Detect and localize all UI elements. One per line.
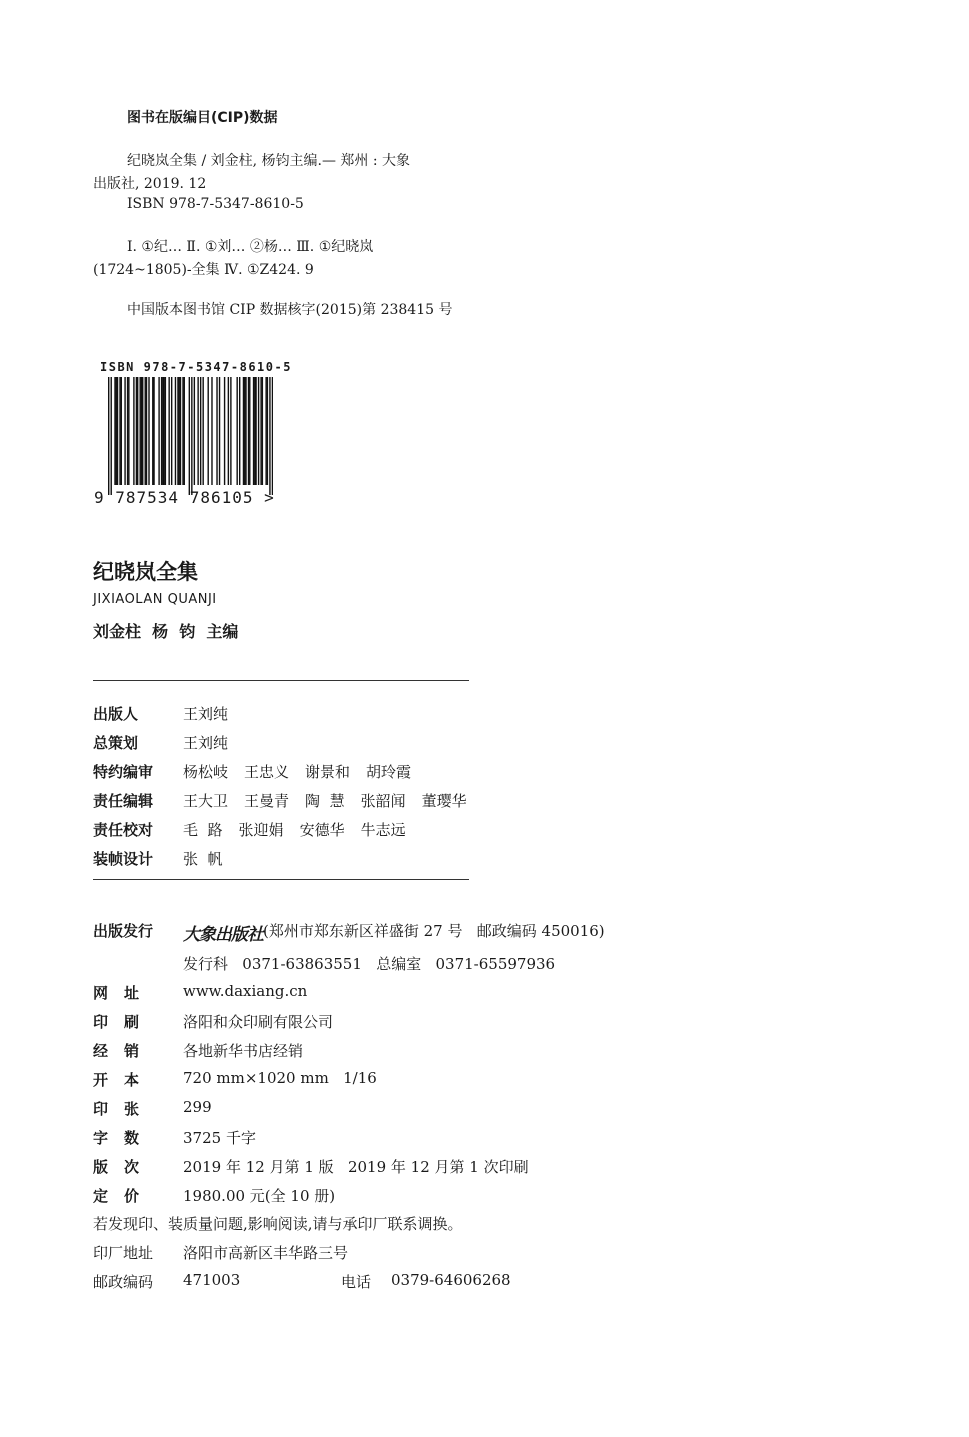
barcode-bar: [189, 377, 190, 495]
postcode-row: [93, 1271, 511, 1292]
barcode-bar: [146, 377, 147, 485]
barcode-bar: [239, 377, 240, 485]
publication-row-label: 开 本: [93, 1071, 139, 1089]
cip-line-6: 中国版本图书馆 CIP 数据核字(2015)第 238415 号: [127, 302, 453, 318]
barcode-bar: [200, 377, 201, 485]
barcode-bar: [137, 377, 138, 485]
barcode-digits: 9 787534 786105 >: [94, 488, 275, 507]
staff-names: [183, 819, 422, 840]
barcode-bar: [194, 377, 195, 485]
barcode-bar: [245, 377, 246, 485]
publication-row-value: 各地新华书店经销: [183, 1042, 304, 1060]
barcode-bar: [258, 377, 259, 485]
staff-name: 王曼青: [244, 792, 290, 810]
barcode-bar: [153, 377, 154, 485]
publisher-label: 出版发行: [93, 922, 154, 940]
barcode-bar: [249, 377, 250, 485]
barcode-isbn-text: ISBN 978-7-5347-8610-5: [100, 360, 292, 374]
cip-heading: 图书在版编目(CIP)数据: [127, 110, 278, 126]
staff-row: [93, 761, 427, 782]
staff-role-label: 装帧设计: [93, 850, 154, 868]
publication-row-value: 299: [183, 1098, 212, 1116]
publication-row: [93, 1156, 529, 1177]
barcode-bar: [244, 377, 245, 485]
barcode-bar: [121, 377, 122, 485]
publication-row-value: 洛阳和众印刷有限公司: [183, 1013, 334, 1031]
barcode-bar: [230, 377, 231, 485]
barcode-bar: [161, 377, 162, 485]
barcode-bar: [141, 377, 142, 485]
staff-name: 牛志远: [360, 821, 406, 839]
publication-row-value: 1980.00 元(全 10 册): [183, 1187, 336, 1205]
publication-row-label: 印 刷: [93, 1013, 139, 1031]
barcode-bar: [248, 377, 249, 485]
staff-role-label: 特约编审: [93, 763, 154, 781]
barcode-bar: [265, 377, 266, 485]
publication-row-value: www.daxiang.cn: [183, 982, 308, 1000]
staff-name: 谢景和: [305, 763, 351, 781]
barcode-bar: [127, 377, 128, 485]
staff-name: 张韶闻: [360, 792, 406, 810]
staff-names: [183, 848, 239, 869]
publisher-phones: 发行科 0371-63863551 总编室 0371-65597936: [183, 955, 556, 973]
barcode-bar: [253, 377, 254, 485]
publication-row-value: 3725 千字: [183, 1129, 256, 1147]
barcode-bar: [133, 377, 134, 485]
staff-row: [93, 848, 239, 869]
barcode-bar: [175, 377, 176, 485]
staff-role-label: 责任校对: [93, 821, 154, 839]
phone-label: 电话: [341, 1273, 372, 1291]
factory-address-value: 洛阳市高新区丰华路三号: [183, 1244, 349, 1262]
barcode-bar: [116, 377, 117, 485]
barcode-bar: [165, 377, 166, 485]
barcode-bar: [191, 377, 192, 495]
divider-bottom: [93, 879, 469, 880]
divider-top: [93, 680, 469, 681]
phone-value: 0379-64606268: [391, 1271, 511, 1289]
barcode-bar: [111, 377, 112, 495]
staff-name: 陶 慧: [305, 792, 345, 810]
publication-row-label: 定 价: [93, 1187, 139, 1205]
barcode-bar: [180, 377, 181, 485]
publication-row-label: 网 址: [93, 984, 139, 1002]
barcode-bar: [179, 377, 180, 485]
publication-row-label: 印 张: [93, 1100, 139, 1118]
staff-name: 张 帆: [183, 850, 223, 868]
publisher-row: [93, 920, 605, 945]
barcode-bar: [158, 377, 159, 485]
barcode-bar: [136, 377, 137, 485]
book-editors: 刘金柱 杨 钧 主编: [93, 622, 239, 641]
barcode-bar: [184, 377, 185, 485]
staff-name: 杨松岐: [183, 763, 229, 781]
barcode-bar: [108, 377, 109, 495]
postcode-label: 邮政编码: [93, 1273, 154, 1291]
barcode-bar: [139, 377, 140, 485]
barcode-bar: [162, 377, 163, 485]
barcode-bar: [171, 377, 172, 485]
barcode-bar: [208, 377, 209, 485]
staff-name: 王刘纯: [183, 705, 229, 723]
staff-row: [93, 732, 244, 753]
publication-row-value: 2019 年 12 月第 1 版 2019 年 12 月第 1 次印刷: [183, 1158, 529, 1176]
cip-line-1: 纪晓岚全集 / 刘金柱, 杨钧主编.— 郑州 : 大象: [127, 153, 411, 169]
publication-row: [93, 1185, 335, 1206]
publication-row: [93, 982, 307, 1003]
staff-names: [183, 790, 483, 811]
cip-line-3: ISBN 978-7-5347-8610-5: [127, 196, 304, 212]
publication-row: [93, 1040, 303, 1061]
barcode-bar: [260, 377, 261, 485]
book-title: 纪晓岚全集: [93, 560, 198, 584]
publisher-logo: 大象出版社: [183, 925, 263, 945]
barcode-bar: [254, 377, 255, 485]
barcode-bar: [269, 377, 270, 495]
staff-name: 张迎娟: [238, 821, 284, 839]
staff-role-label: 出版人: [93, 705, 139, 723]
staff-row: [93, 819, 422, 840]
book-pinyin: JIXIAOLAN QUANJI: [93, 592, 217, 607]
quality-notice: 若发现印、装质量问题,影响阅读,请与承印厂联系调换。: [93, 1215, 463, 1233]
barcode-bar: [114, 377, 115, 485]
publication-row: [93, 1069, 377, 1090]
barcode-bar: [219, 377, 220, 485]
postcode-value: 471003: [183, 1271, 241, 1289]
barcode-bar: [168, 377, 169, 485]
barcode-bar: [243, 377, 244, 485]
barcode-bar: [236, 377, 237, 485]
cip-line-5: (1724~1805)-全集 Ⅳ. ①Z424. 9: [93, 262, 314, 278]
staff-name: 王大卫: [183, 792, 229, 810]
barcode-bar: [145, 377, 146, 485]
staff-names: [183, 732, 244, 753]
staff-name: 董璎华: [421, 792, 467, 810]
barcode-bar: [228, 377, 229, 485]
barcode-bar: [255, 377, 256, 485]
barcode-bar: [142, 377, 143, 485]
barcode-bar: [267, 377, 268, 485]
staff-row: [93, 790, 483, 811]
factory-address-row: [93, 1242, 348, 1263]
staff-role-label: 总策划: [93, 734, 139, 752]
cip-line-2: 出版社, 2019. 12: [93, 176, 207, 192]
barcode-bar: [177, 377, 178, 485]
barcode-bar: [124, 377, 125, 485]
barcode-bar: [152, 377, 153, 485]
cip-line-4: Ⅰ. ①纪… Ⅱ. ①刘… ②杨… Ⅲ. ①纪晓岚: [127, 239, 374, 255]
factory-address-label: 印厂地址: [93, 1244, 154, 1262]
barcode-bar: [197, 377, 198, 485]
staff-names: [183, 761, 427, 782]
barcode-bar: [272, 377, 273, 495]
staff-names: [183, 703, 244, 724]
publication-row-label: 版 次: [93, 1158, 139, 1176]
staff-name: 胡玲霞: [366, 763, 412, 781]
staff-name: 王忠义: [244, 763, 290, 781]
barcode-bar: [119, 377, 120, 485]
staff-name: 毛 路: [183, 821, 223, 839]
barcode-bar: [182, 377, 183, 485]
publication-row-value: 720 mm×1020 mm 1/16: [183, 1069, 377, 1087]
barcode-image: [108, 377, 273, 495]
staff-name: 王刘纯: [183, 734, 229, 752]
publication-row: [93, 1127, 256, 1148]
barcode-bar: [216, 377, 217, 485]
barcode-bar: [128, 377, 129, 485]
barcode-bar: [202, 377, 203, 485]
publication-row: [93, 1011, 333, 1032]
publication-row: [93, 1098, 212, 1119]
publication-row-label: 字 数: [93, 1129, 139, 1147]
barcode-bar: [224, 377, 225, 485]
staff-role-label: 责任编辑: [93, 792, 154, 810]
staff-name: 安德华: [299, 821, 345, 839]
barcode-bar: [148, 377, 149, 485]
publication-row-label: 经 销: [93, 1042, 139, 1060]
barcode-bar: [262, 377, 263, 485]
staff-row: [93, 703, 244, 724]
barcode-bar: [211, 377, 212, 485]
publisher-address: (郑州市郑东新区祥盛街 27 号 邮政编码 450016): [263, 922, 605, 940]
barcode-bar: [117, 377, 118, 485]
barcode-bar: [163, 377, 164, 485]
